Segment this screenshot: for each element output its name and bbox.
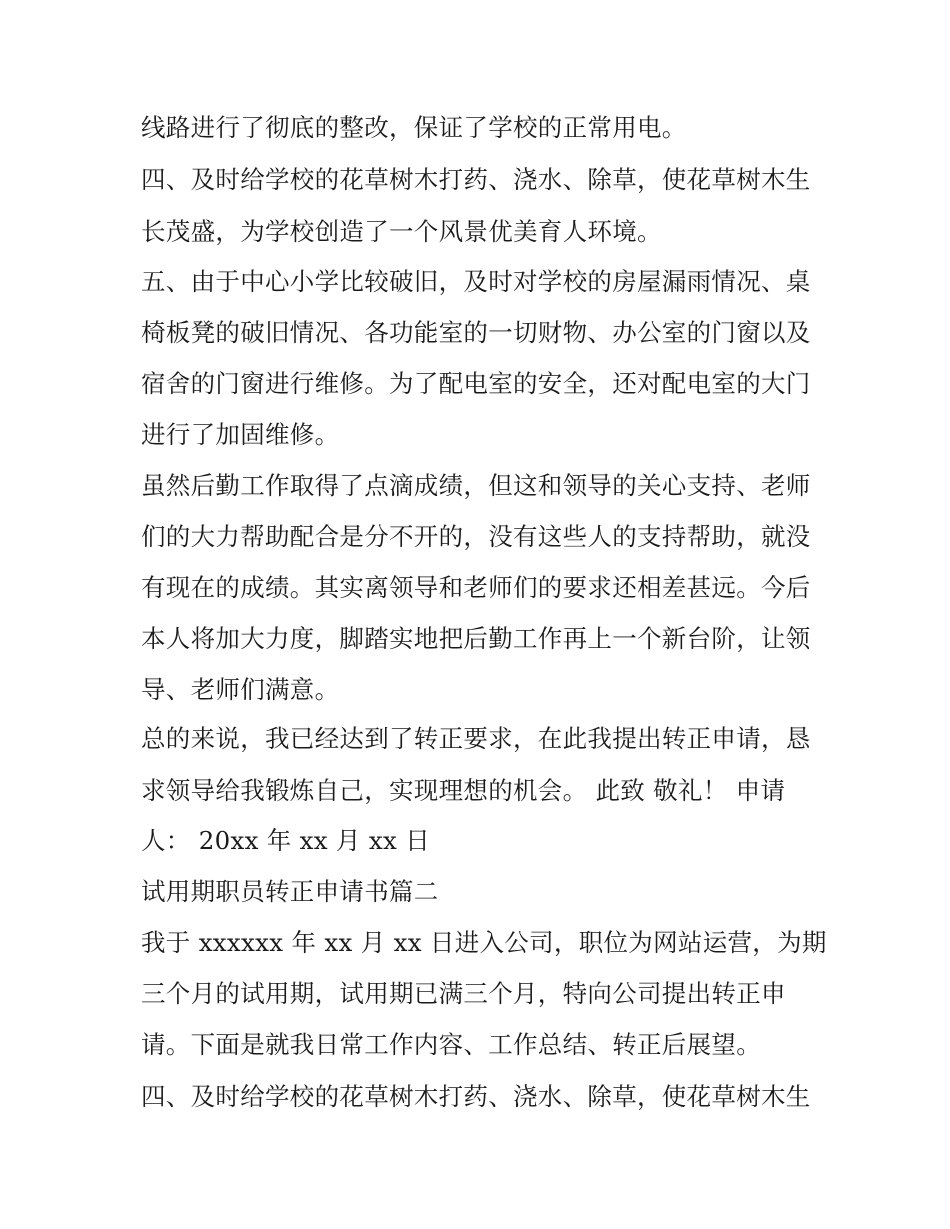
text-line: 进行了加固维修。 xyxy=(141,420,340,449)
text-line: 四、及时给学校的花草树木打药、浇水、除草，使花草树木生 xyxy=(141,165,811,194)
text-line: 三个月的试用期，试用期已满三个月，特向公司提出转正申 xyxy=(141,979,786,1008)
text-line: 求领导给我锻炼自己，实现理想的机会。 此致 敬礼！ 申请 xyxy=(141,776,786,805)
section-heading: 试用期职员转正申请书篇二 xyxy=(141,877,439,906)
text-line: 导、老师们满意。 xyxy=(141,675,340,704)
text-line: 长茂盛，为学校创造了一个风景优美育人环境。 xyxy=(141,217,662,246)
text-line: 虽然后勤工作取得了点滴成绩，但这和领导的关心支持、老师 xyxy=(141,471,811,500)
text-line: 总的来说，我已经达到了转正要求，在此我提出转正申请，恳 xyxy=(141,724,811,753)
text-line: 椅板凳的破旧情况、各功能室的一切财物、办公室的门窗以及 xyxy=(141,318,811,347)
text-line: 我于 xxxxxx 年 xx 月 xx 日进入公司，职位为网站运营，为期 xyxy=(141,928,827,957)
text-line: 宿舍的门窗进行维修。为了配电室的安全，还对配电室的大门 xyxy=(141,369,811,398)
text-line: 四、及时给学校的花草树木打药、浇水、除草，使花草树木生 xyxy=(141,1082,811,1111)
text-line: 们的大力帮助配合是分不开的，没有这些人的支持帮助，就没 xyxy=(141,522,811,551)
text-line: 本人将加大力度，脚踏实地把后勤工作再上一个新台阶，让领 xyxy=(141,624,811,653)
text-line: 有现在的成绩。其实离领导和老师们的要求还相差甚远。今后 xyxy=(141,573,811,602)
text-line: 线路进行了彻底的整改，保证了学校的正常用电。 xyxy=(141,113,687,142)
text-line: 人： 20xx 年 xx 月 xx 日 xyxy=(141,826,431,855)
text-line: 五、由于中心小学比较破旧，及时对学校的房屋漏雨情况、桌 xyxy=(141,267,811,296)
text-line: 请。下面是就我日常工作内容、工作总结、转正后展望。 xyxy=(141,1030,761,1059)
